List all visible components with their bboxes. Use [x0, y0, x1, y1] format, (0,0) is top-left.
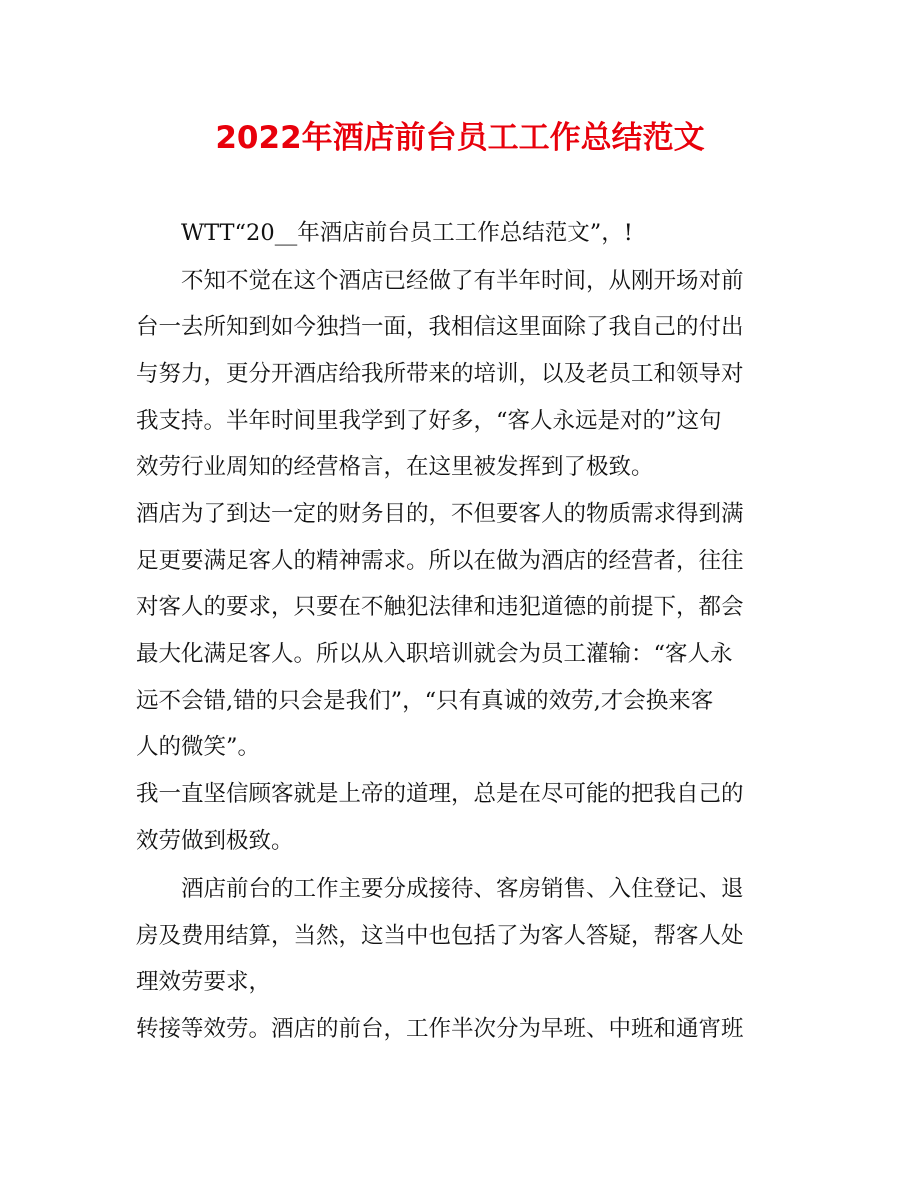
paragraph-line: 台一去所知到如今独挡一面，我相信这里面除了我自己的付出 — [136, 314, 744, 340]
paragraph-line: 不知不觉在这个酒店已经做了有半年时间，从刚开场对前 — [181, 268, 744, 294]
paragraph-line: 效劳行业周知的经营格言，在这里被发挥到了极致。 — [136, 454, 654, 480]
paragraph-line: 足更要满足客人的精神需求。所以在做为酒店的经营者，往往 — [136, 548, 744, 574]
paragraph-line: 酒店为了到达一定的财务目的，不但要客人的物质需求得到满 — [136, 501, 744, 527]
paragraph-line: 人的微笑”。 — [136, 734, 261, 760]
paragraph-line: WTT“20__年酒店前台员工工作总结范文”，! — [181, 220, 633, 246]
paragraph-line: 远不会错,错的只会是我们”，“只有真诚的效劳,才会换来客 — [136, 688, 714, 714]
paragraph-line: 与努力，更分开酒店给我所带来的培训，以及老员工和领导对 — [136, 361, 744, 387]
paragraph-line: 酒店前台的工作主要分成接待、客房销售、入住登记、退 — [181, 876, 744, 902]
paragraph-line: 效劳做到极致。 — [136, 828, 294, 854]
paragraph-line: 我一直坚信顾客就是上帝的道理，总是在尽可能的把我自己的 — [136, 781, 744, 807]
paragraph-line: 我支持。半年时间里我学到了好多，“客人永远是对的”这句 — [136, 408, 722, 434]
paragraph-line: 理效劳要求， — [136, 969, 272, 995]
paragraph-line: 转接等效劳。酒店的前台，工作半次分为早班、中班和通宵班 — [136, 1016, 744, 1042]
paragraph-line: 对客人的要求，只要在不触犯法律和违犯道德的前提下，都会 — [136, 594, 744, 620]
paragraph-line: 最大化满足客人。所以从入职培训就会为员工灌输：“客人永 — [136, 641, 733, 667]
paragraph-line: 房及费用结算，当然，这当中也包括了为客人答疑，帮客人处 — [136, 923, 744, 949]
document-title: 2022年酒店前台员工工作总结范文 — [215, 120, 705, 156]
